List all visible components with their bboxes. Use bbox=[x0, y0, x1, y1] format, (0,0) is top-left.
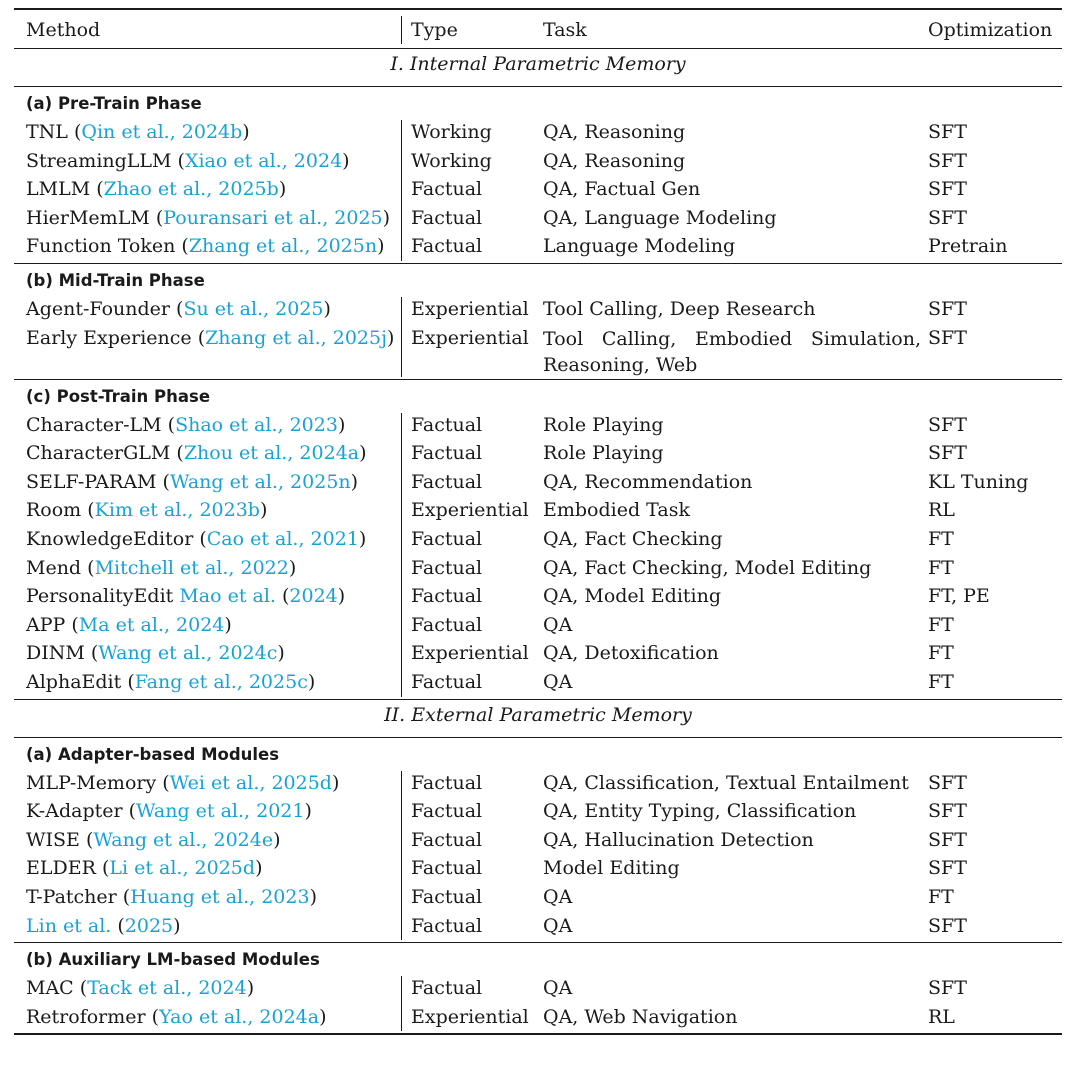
type-cell: Experiential bbox=[411, 642, 529, 665]
task-cell: QA, Web Navigation bbox=[543, 1005, 738, 1028]
phase-label: (b) Mid-Train Phase bbox=[26, 271, 205, 290]
table-row bbox=[14, 826, 1062, 855]
optimization-cell: SFT bbox=[928, 771, 967, 794]
phase-rule bbox=[14, 379, 1062, 380]
type-cell: Factual bbox=[411, 528, 483, 550]
method-cell: K-Adapter (Wang et al., 2021) bbox=[26, 800, 312, 823]
citation-link[interactable]: Zhang et al., 2025j bbox=[205, 326, 388, 349]
header-type: Type bbox=[411, 19, 458, 41]
citation-link[interactable]: Wang et al., 2024c bbox=[98, 642, 278, 665]
type-cell: Factual bbox=[411, 178, 483, 201]
table-row bbox=[14, 118, 1062, 147]
section-rule-top bbox=[14, 48, 1062, 49]
phase-label: (b) Auxiliary LM-based Modules bbox=[26, 950, 320, 970]
phase-label: (c) Post-Train Phase bbox=[26, 386, 211, 406]
type-cell: Factual bbox=[411, 556, 483, 579]
phase-rule bbox=[14, 263, 1062, 264]
method-name: Retroformer bbox=[26, 1005, 152, 1028]
method-name: ELDER bbox=[26, 857, 102, 880]
task-cell: Role Playing bbox=[543, 413, 664, 436]
citation-link[interactable]: Zhou et al., 2024a bbox=[183, 442, 360, 465]
column-separator bbox=[401, 771, 402, 941]
table-row bbox=[14, 797, 1062, 826]
citation-link[interactable]: Fang et al., 2025c bbox=[134, 671, 308, 693]
citation-link[interactable]: Lin et al. bbox=[26, 914, 112, 937]
citation-link[interactable]: Cao et al., 2021 bbox=[206, 528, 359, 550]
type-cell: Factual bbox=[411, 413, 483, 436]
table-row bbox=[14, 854, 1062, 883]
task-cell: QA, Reasoning bbox=[543, 121, 686, 143]
column-separator bbox=[401, 297, 402, 377]
phase-label: (a) Adapter-based Modules bbox=[26, 744, 280, 764]
task-cell: QA, Detoxification bbox=[543, 642, 719, 665]
type-cell: Experiential bbox=[411, 326, 529, 349]
optimization-cell: SFT bbox=[928, 857, 967, 880]
column-separator bbox=[401, 976, 402, 1031]
method-cell: Room (Kim et al., 2023b) bbox=[26, 499, 268, 522]
table-row bbox=[14, 974, 1062, 1003]
type-cell: Factual bbox=[411, 914, 483, 937]
citation-link[interactable]: Mitchell et al., 2022 bbox=[94, 556, 289, 579]
table-row bbox=[14, 611, 1062, 640]
optimization-cell: FT, PE bbox=[928, 585, 990, 608]
method-name: T-Patcher bbox=[26, 886, 123, 908]
optimization-cell: FT bbox=[928, 528, 954, 550]
table-row bbox=[14, 232, 1062, 261]
citation-link[interactable]: Wei et al., 2025d bbox=[169, 771, 332, 794]
bottom-rule bbox=[14, 1033, 1062, 1035]
citation-link[interactable]: Huang et al., 2023 bbox=[130, 886, 310, 908]
optimization-cell: SFT bbox=[928, 178, 967, 201]
method-cell: DINM (Wang et al., 2024c) bbox=[26, 642, 285, 665]
method-cell: Character-LM (Shao et al., 2023) bbox=[26, 413, 346, 436]
method-cell: CharacterGLM (Zhou et al., 2024a) bbox=[26, 442, 367, 465]
citation-link[interactable]: Pouransari et al., 2025 bbox=[163, 206, 383, 229]
task-cell: QA, Model Editing bbox=[543, 585, 722, 608]
method-cell: MLP-Memory (Wei et al., 2025d) bbox=[26, 771, 340, 794]
task-cell: QA, Recommendation bbox=[543, 470, 753, 493]
task-cell: QA, Hallucination Detection bbox=[543, 828, 814, 851]
header-method: Method bbox=[26, 19, 101, 41]
table-row bbox=[14, 175, 1062, 204]
phase-rule bbox=[14, 942, 1062, 943]
table-row bbox=[14, 554, 1062, 583]
type-cell: Working bbox=[411, 121, 492, 143]
table-row bbox=[14, 1003, 1062, 1032]
type-cell: Experiential bbox=[411, 298, 529, 320]
optimization-cell: SFT bbox=[928, 149, 967, 172]
method-cell: PersonalityEdit Mao et al. (2024) bbox=[26, 585, 346, 608]
table-row bbox=[14, 525, 1062, 554]
section-rule-top bbox=[14, 699, 1062, 700]
citation-link[interactable]: Ma et al., 2024 bbox=[78, 613, 225, 636]
optimization-cell: SFT bbox=[928, 442, 967, 465]
task-cell: Tool Calling, Deep Research bbox=[543, 298, 816, 320]
method-name: Room bbox=[26, 499, 88, 522]
citation-link[interactable]: Zhao et al., 2025b bbox=[103, 178, 279, 201]
task-cell: QA bbox=[543, 977, 573, 1000]
type-cell: Factual bbox=[411, 442, 483, 465]
method-name: Function Token bbox=[26, 235, 182, 258]
method-cell: KnowledgeEditor (Cao et al., 2021) bbox=[26, 528, 367, 550]
citation-link[interactable]: Su et al., 2025 bbox=[183, 298, 324, 320]
optimization-cell: Pretrain bbox=[928, 235, 1008, 258]
method-name: SELF-PARAM bbox=[26, 470, 163, 493]
table-row bbox=[14, 439, 1062, 468]
type-cell: Factual bbox=[411, 857, 483, 880]
method-name: HierMemLM bbox=[26, 206, 156, 229]
optimization-cell: SFT bbox=[928, 800, 967, 823]
method-cell: WISE (Wang et al., 2024e) bbox=[26, 828, 281, 851]
citation-link[interactable]: Wang et al., 2024e bbox=[93, 828, 274, 851]
method-cell: Agent-Founder (Su et al., 2025) bbox=[26, 298, 331, 320]
method-name: CharacterGLM bbox=[26, 442, 177, 465]
type-cell: Experiential bbox=[411, 1005, 529, 1028]
method-name: DINM bbox=[26, 642, 91, 665]
citation-link[interactable]: Li et al., 2025d bbox=[109, 857, 256, 880]
method-cell: T-Patcher (Huang et al., 2023) bbox=[26, 886, 317, 908]
method-name: K-Adapter bbox=[26, 800, 129, 823]
phase-label: (a) Pre-Train Phase bbox=[26, 94, 202, 113]
method-cell: HierMemLM (Pouransari et al., 2025) bbox=[26, 206, 391, 229]
table-row bbox=[14, 912, 1062, 941]
citation-link[interactable]: Wang et al., 2021 bbox=[136, 800, 305, 823]
type-cell: Working bbox=[411, 149, 492, 172]
table-row bbox=[14, 468, 1062, 497]
citation-link[interactable]: Qin et al., 2024b bbox=[81, 121, 243, 143]
task-cell: QA bbox=[543, 613, 573, 636]
method-name: PersonalityEdit bbox=[26, 585, 180, 608]
citation-link[interactable]: Xiao et al., 2024 bbox=[184, 149, 343, 172]
optimization-cell: SFT bbox=[928, 121, 967, 143]
method-cell: Mend (Mitchell et al., 2022) bbox=[26, 556, 297, 579]
table-row bbox=[14, 883, 1062, 912]
task-cell: Model Editing bbox=[543, 857, 680, 880]
method-name: StreamingLLM bbox=[26, 149, 178, 172]
type-cell: Experiential bbox=[411, 499, 529, 522]
type-cell: Factual bbox=[411, 828, 483, 851]
task-cell: QA, Fact Checking, Model Editing bbox=[543, 556, 872, 579]
optimization-cell: SFT bbox=[928, 828, 967, 851]
citation-year-link[interactable]: 2025 bbox=[124, 914, 174, 937]
header-task: Task bbox=[543, 19, 587, 41]
type-cell: Factual bbox=[411, 470, 483, 493]
table-row bbox=[14, 639, 1062, 668]
optimization-cell: FT bbox=[928, 613, 954, 636]
type-cell: Factual bbox=[411, 771, 483, 794]
citation-link[interactable]: Yao et al., 2024a bbox=[159, 1005, 320, 1028]
task-cell: QA bbox=[543, 886, 573, 908]
method-cell: TNL (Qin et al., 2024b) bbox=[26, 121, 250, 143]
optimization-cell: SFT bbox=[928, 298, 967, 320]
method-name: KnowledgeEditor bbox=[26, 528, 200, 550]
column-separator bbox=[401, 413, 402, 697]
section-title: I. Internal Parametric Memory bbox=[390, 53, 686, 75]
task-cell: QA, Classification, Textual Entailment bbox=[543, 771, 909, 794]
citation-link[interactable]: Wang et al., 2025n bbox=[169, 470, 351, 493]
type-cell: Factual bbox=[411, 613, 483, 636]
type-cell: Factual bbox=[411, 977, 483, 1000]
citation-link[interactable]: Shao et al., 2023 bbox=[175, 413, 338, 436]
table-row bbox=[14, 295, 1062, 324]
method-name: Early Experience bbox=[26, 326, 198, 349]
table-row bbox=[14, 324, 1062, 377]
method-name: MLP-Memory bbox=[26, 771, 163, 794]
type-cell: Factual bbox=[411, 886, 483, 908]
task-cell: QA bbox=[543, 671, 573, 693]
citation-link[interactable]: Tack et al., 2024 bbox=[87, 977, 247, 1000]
type-cell: Factual bbox=[411, 206, 483, 229]
method-cell: AlphaEdit (Fang et al., 2025c) bbox=[26, 671, 316, 693]
header-separator bbox=[401, 16, 402, 44]
section-rule-bottom bbox=[14, 737, 1062, 738]
method-name: APP bbox=[26, 613, 72, 636]
method-name: Agent-Founder bbox=[26, 298, 177, 320]
table-row bbox=[14, 204, 1062, 233]
table-row bbox=[14, 769, 1062, 798]
optimization-cell: FT bbox=[928, 556, 954, 579]
optimization-cell: SFT bbox=[928, 977, 967, 1000]
method-cell: StreamingLLM (Xiao et al., 2024) bbox=[26, 149, 350, 172]
task-cell: Tool Calling, Embodied Simulation, Reasoning, Web bbox=[543, 327, 921, 376]
table-row bbox=[14, 668, 1062, 697]
method-name: WISE bbox=[26, 828, 86, 851]
method-cell: Retroformer (Yao et al., 2024a) bbox=[26, 1005, 327, 1028]
optimization-cell: KL Tuning bbox=[928, 470, 1029, 493]
type-cell: Factual bbox=[411, 235, 483, 258]
method-cell: LMLM (Zhao et al., 2025b) bbox=[26, 178, 287, 201]
optimization-cell: SFT bbox=[928, 413, 967, 436]
task-cell: QA, Fact Checking bbox=[543, 528, 723, 550]
method-cell: MAC (Tack et al., 2024) bbox=[26, 977, 255, 1000]
section-rule-bottom bbox=[14, 86, 1062, 87]
table-row bbox=[14, 411, 1062, 440]
task-cell: Language Modeling bbox=[543, 235, 736, 258]
header-optimization: Optimization bbox=[928, 19, 1053, 41]
method-name: MAC bbox=[26, 977, 80, 1000]
table-row bbox=[14, 582, 1062, 611]
optimization-cell: FT bbox=[928, 886, 954, 908]
task-cell: QA, Factual Gen bbox=[543, 178, 701, 201]
method-name: TNL bbox=[26, 121, 74, 143]
optimization-cell: SFT bbox=[928, 206, 967, 229]
method-cell: Early Experience (Zhang et al., 2025j) bbox=[26, 326, 395, 349]
section-title: II. External Parametric Memory bbox=[384, 703, 692, 726]
method-cell: APP (Ma et al., 2024) bbox=[26, 613, 232, 636]
optimization-cell: FT bbox=[928, 642, 954, 665]
method-name: Character-LM bbox=[26, 413, 168, 436]
task-cell: QA, Reasoning bbox=[543, 149, 686, 172]
citation-link[interactable]: Mao et al. bbox=[179, 585, 276, 608]
task-cell: QA, Language Modeling bbox=[543, 206, 777, 229]
method-name: LMLM bbox=[26, 178, 97, 201]
type-cell: Factual bbox=[411, 671, 483, 693]
citation-link[interactable]: Kim et al., 2023b bbox=[94, 499, 260, 522]
task-cell: Role Playing bbox=[543, 442, 664, 465]
task-cell: QA bbox=[543, 914, 573, 937]
optimization-cell: RL bbox=[928, 499, 955, 522]
table-header bbox=[14, 10, 1062, 50]
table-row bbox=[14, 496, 1062, 525]
method-name: AlphaEdit bbox=[26, 671, 128, 693]
method-cell: SELF-PARAM (Wang et al., 2025n) bbox=[26, 470, 359, 493]
optimization-cell: RL bbox=[928, 1005, 955, 1028]
task-cell: Embodied Task bbox=[543, 499, 690, 522]
type-cell: Factual bbox=[411, 800, 483, 823]
table-row bbox=[14, 147, 1062, 176]
type-cell: Factual bbox=[411, 585, 483, 608]
citation-link[interactable]: Zhang et al., 2025n bbox=[188, 235, 378, 258]
method-cell: Lin et al. (2025) bbox=[26, 914, 181, 937]
column-separator bbox=[401, 120, 402, 261]
task-cell: QA, Entity Typing, Classification bbox=[543, 800, 857, 823]
method-name: Mend bbox=[26, 556, 88, 579]
method-cell: Function Token (Zhang et al., 2025n) bbox=[26, 235, 385, 258]
optimization-cell: FT bbox=[928, 671, 954, 693]
method-cell: ELDER (Li et al., 2025d) bbox=[26, 857, 263, 880]
citation-year-link[interactable]: 2024 bbox=[289, 585, 338, 608]
optimization-cell: SFT bbox=[928, 326, 967, 349]
optimization-cell: SFT bbox=[928, 914, 967, 937]
